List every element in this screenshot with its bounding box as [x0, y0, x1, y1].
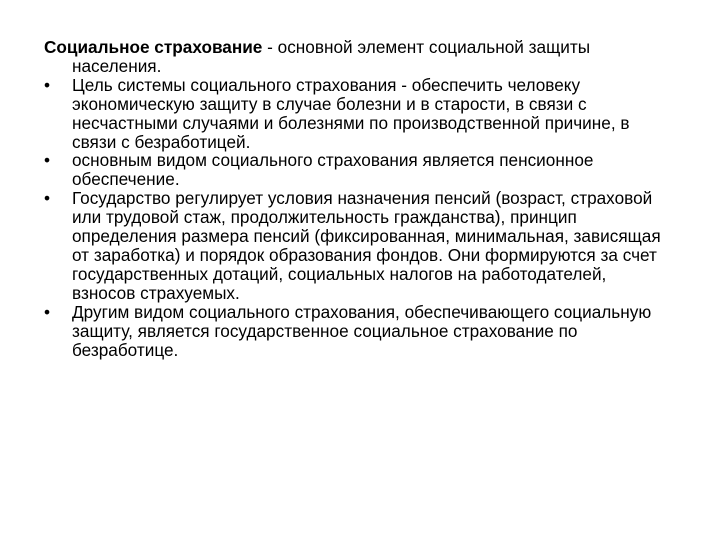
bullet-item: [44, 151, 674, 189]
slide-body: [44, 38, 674, 359]
intro-term: Социальное страхование: [44, 37, 263, 57]
bullet-text: Другим видом социального страхования, обеспечивающего социальную защиту, является государственное социальное страхование по безработице.: [72, 301, 652, 360]
bullet-item: [44, 303, 674, 360]
bullet-text: Государство регулирует условия назначения пенсий (возраст, страховой или трудовой стаж, продолжительность гражданства), принцип определения размера пенсий (фиксированная, минимальная, зависящая от заработка) и порядок образования фондов. Они формируются за счет государственных дотаций, социальных налогов на работодателей, взносов страхуемых.: [72, 188, 661, 303]
bullet-list: [44, 76, 674, 360]
bullet-text: Цель системы социального страхования - обеспечить человеку экономическую защиту в случае болезни и в старости, в связи с несчастными случаями и болезнями по производственной причине, в связи с безработицей.: [72, 74, 630, 152]
bullet-item: [44, 189, 674, 302]
bullet-icon: •: [44, 150, 51, 171]
bullet-icon: •: [44, 188, 51, 209]
bullet-text: основным видом социального страхования является пенсионное обеспечение.: [72, 150, 594, 190]
bullet-icon: •: [44, 74, 51, 95]
intro-paragraph: [44, 38, 674, 76]
bullet-item: [44, 76, 674, 152]
intro-text: - основной элемент социальной защиты населения.: [72, 37, 591, 76]
bullet-icon: •: [44, 301, 51, 322]
